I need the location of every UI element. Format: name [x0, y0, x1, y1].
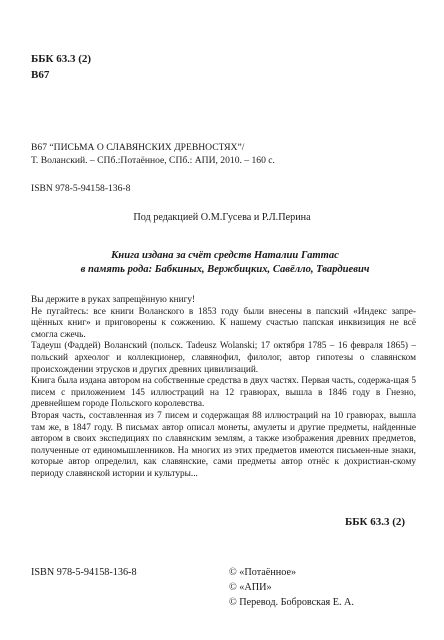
annotation-paragraph: Вторая часть, составленная из 7 писем и содержащая 88 иллюстраций на 10 гравюрах, вышла там же, в 1847 году. В письмах автор описал монеты, амулеты и другие предметы, найденные автором в своих экспедициях по славянским землям, а также изображения древних предметов, полученные от единомышленников. На многих из этих предметов имеются письмен-ные знаки, которые автор определил, как славянские, сами предметы автор отнёс к дохристиан-скому периоду славянской истории и культуры...	[31, 410, 416, 479]
annotation-paragraph: Не пугайтесь: все книги Воланского в 1853 году были внесены в папский «Индекс запре-щённых книг» и приговорены к сожжению. К нашему счастью папская инквизиция не всё смогла сжечь.	[31, 306, 416, 340]
annotation-body	[31, 295, 416, 481]
isbn-top: ISBN 978-5-94158-136-8	[31, 183, 131, 194]
copyright-block	[229, 565, 354, 610]
copyright-publisher: © «Потаённое»	[229, 567, 297, 578]
annotation-paragraph: Вы держите в руках запрещённую книгу!	[31, 295, 196, 305]
annotation-paragraph: Тадеуш (Фаддей) Воланский (польск. Tadeusz Wolanski; 17 октября 1785 – 16 февраля 1865) – польский археолог и коллекционер, славянофил, филолог, автор гипотезы о славянском происхождении этрусков и других древних цивилизаций.	[31, 341, 416, 375]
bbk-code-bottom: ББК 63.3 (2)	[345, 516, 406, 528]
author-code: В67	[31, 69, 50, 81]
copyright-api: © «АПИ»	[229, 582, 272, 593]
annotation-paragraph: Книга была издана автором на собственные средства в двух частях. Первая часть, содержа-щая 5 писем с приложением 145 иллюстраций на 12 гравюрах, вышла в 1846 году в Гнезно, древнейшем городе Польского королевства.	[31, 376, 416, 410]
editors-line: Под редакцией О.М.Гусева и Р.Л.Перина	[133, 212, 311, 223]
isbn-bottom: ISBN 978-5-94158-136-8	[31, 567, 137, 578]
bbk-code-top: ББК 63.3 (2)	[31, 53, 92, 65]
dedication-line-2: в память рода: Бабкиных, Вержбицких, Савёлло, Твардиевич	[80, 264, 370, 275]
dedication-line-1: Книга издана за счёт средств Наталии Гаттас	[111, 250, 339, 261]
copyright-translation: © Перевод. Бобровская Е. А.	[229, 597, 354, 608]
catalog-publisher-line: Т. Воланский. – СПб.:Потаённое, СПб.: АПИ, 2010. – 160 с.	[31, 155, 275, 166]
catalog-title-line: В67 “ПИСЬМА О СЛАВЯНСКИХ ДРЕВНОСТЯХ”/	[31, 142, 245, 153]
